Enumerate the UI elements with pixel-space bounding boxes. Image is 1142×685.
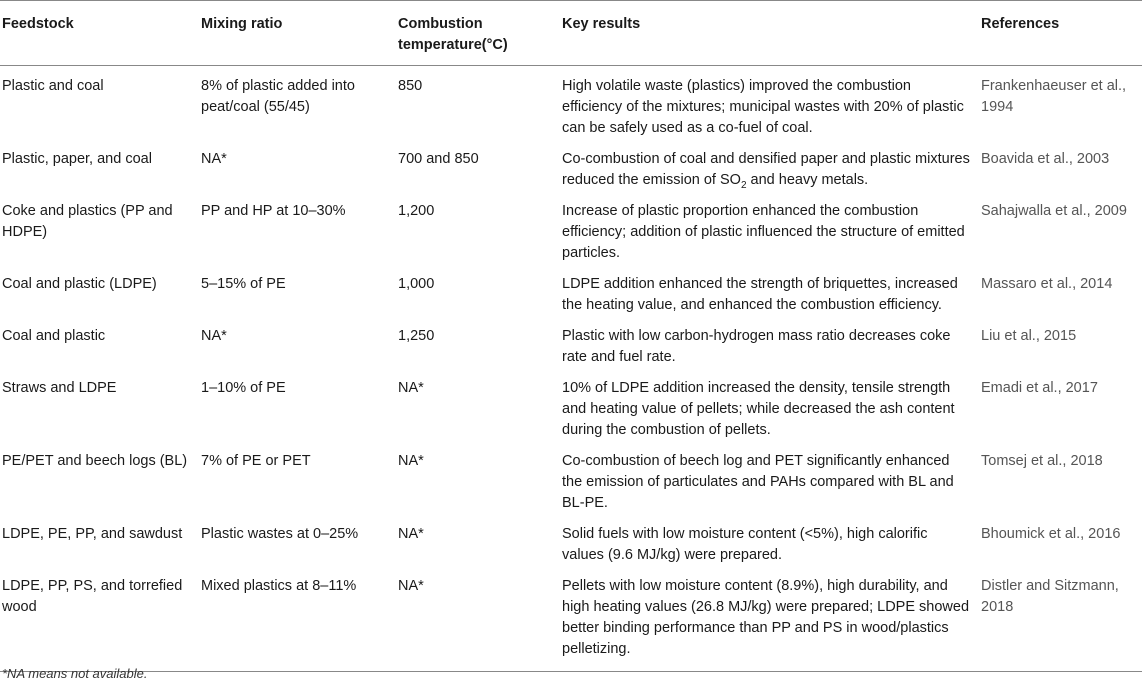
cell-reference: Tomsej et al., 2018	[981, 453, 1103, 469]
header-feedstock: Feedstock	[0, 1, 199, 66]
cell-temperature: NA*	[398, 453, 424, 469]
cell-key-results: High volatile waste (plastics) improved the combustion efficiency of the mixtures; municipal wastes with 20% of plastic can be safely used as a co-fuel of coal.	[562, 78, 964, 136]
cell-feedstock: LDPE, PE, PP, and sawdust	[2, 526, 183, 542]
table-row	[0, 66, 1142, 140]
cell-key-results: 10% of LDPE addition increased the density, tensile strength and heating value of pellets; while decreased the ash content during the combustion of pellets.	[562, 380, 955, 438]
cell-reference: Frankenhaeuser et al., 1994	[981, 78, 1127, 115]
cell-mixing-ratio: 7% of PE or PET	[201, 453, 311, 469]
cell-mixing-ratio: PP and HP at 10–30%	[201, 203, 346, 219]
cell-mixing-ratio: 8% of plastic added into peat/coal (55/45)	[201, 78, 355, 115]
cell-mixing-ratio: Plastic wastes at 0–25%	[201, 526, 359, 542]
key-results-text: Co-combustion of coal and densified paper and plastic mixtures reduced the emission of SO	[562, 151, 970, 188]
table-row	[0, 368, 1142, 441]
cell-reference: Bhoumick et al., 2016	[981, 526, 1121, 542]
cell-temperature: NA*	[398, 578, 424, 594]
cell-temperature: 850	[398, 78, 423, 94]
cell-feedstock: Straws and LDPE	[2, 380, 117, 396]
cell-key-results	[560, 139, 979, 191]
cell-feedstock: Coal and plastic (LDPE)	[2, 276, 157, 292]
cell-mixing-ratio: NA*	[201, 151, 227, 167]
cell-feedstock: Coal and plastic	[2, 328, 106, 344]
cell-feedstock: PE/PET and beech logs (BL)	[2, 453, 188, 469]
table-row	[0, 264, 1142, 316]
table-row	[0, 139, 1142, 191]
table-row	[0, 316, 1142, 368]
table-footnote: *NA means not available.	[2, 666, 148, 681]
cell-temperature: 700 and 850	[398, 151, 479, 167]
cell-reference: Distler and Sitzmann, 2018	[981, 578, 1119, 615]
header-references: References	[979, 1, 1142, 66]
header-temperature: Combustion temperature(°C)	[396, 1, 560, 66]
table-row	[0, 514, 1142, 566]
cell-key-results: Co-combustion of beech log and PET significantly enhanced the emission of particulates and PAHs compared with BL and BL-PE.	[562, 453, 954, 511]
cell-feedstock: Plastic, paper, and coal	[2, 151, 152, 167]
cell-key-results: Pellets with low moisture content (8.9%), high durability, and high heating values (26.8 MJ/kg) were prepared; LDPE showed better binding performance than PP and PS in wood/plastics pelletizing.	[562, 578, 970, 657]
cell-key-results: Solid fuels with low moisture content (<5%), high calorific values (9.6 MJ/kg) were prepared.	[562, 526, 928, 563]
cell-key-results: Increase of plastic proportion enhanced the combustion efficiency; addition of plastic influenced the structure of emitted particles.	[562, 203, 965, 261]
cell-reference: Sahajwalla et al., 2009	[981, 203, 1127, 219]
key-results-text-end: and heavy metals.	[746, 172, 869, 188]
table-row	[0, 191, 1142, 264]
cell-temperature: 1,250	[398, 328, 435, 344]
header-key-results: Key results	[560, 1, 979, 66]
cell-mixing-ratio: 5–15% of PE	[201, 276, 286, 292]
table-row	[0, 566, 1142, 672]
cell-reference: Liu et al., 2015	[981, 328, 1077, 344]
cell-mixing-ratio: 1–10% of PE	[201, 380, 286, 396]
header-mixing-ratio: Mixing ratio	[199, 1, 396, 66]
cell-reference: Boavida et al., 2003	[981, 151, 1110, 167]
cell-feedstock: Plastic and coal	[2, 78, 104, 94]
cell-mixing-ratio: NA*	[201, 328, 227, 344]
cell-feedstock: Coke and plastics (PP and HDPE)	[2, 203, 173, 240]
cell-mixing-ratio: Mixed plastics at 8–11%	[201, 578, 357, 594]
cell-reference: Massaro et al., 2014	[981, 276, 1113, 292]
cell-temperature: 1,000	[398, 276, 435, 292]
cell-feedstock: LDPE, PP, PS, and torrefied wood	[2, 578, 183, 615]
subscript-2: 2	[740, 179, 747, 191]
cell-temperature: NA*	[398, 526, 424, 542]
cell-temperature: 1,200	[398, 203, 435, 219]
header-row	[0, 1, 1142, 66]
cell-reference: Emadi et al., 2017	[981, 380, 1098, 396]
cell-key-results: Plastic with low carbon-hydrogen mass ratio decreases coke rate and fuel rate.	[562, 328, 951, 365]
table-row	[0, 441, 1142, 514]
cell-key-results: LDPE addition enhanced the strength of briquettes, increased the heating value, and enhanced the combustion efficiency.	[562, 276, 958, 313]
cell-temperature: NA*	[398, 380, 424, 396]
